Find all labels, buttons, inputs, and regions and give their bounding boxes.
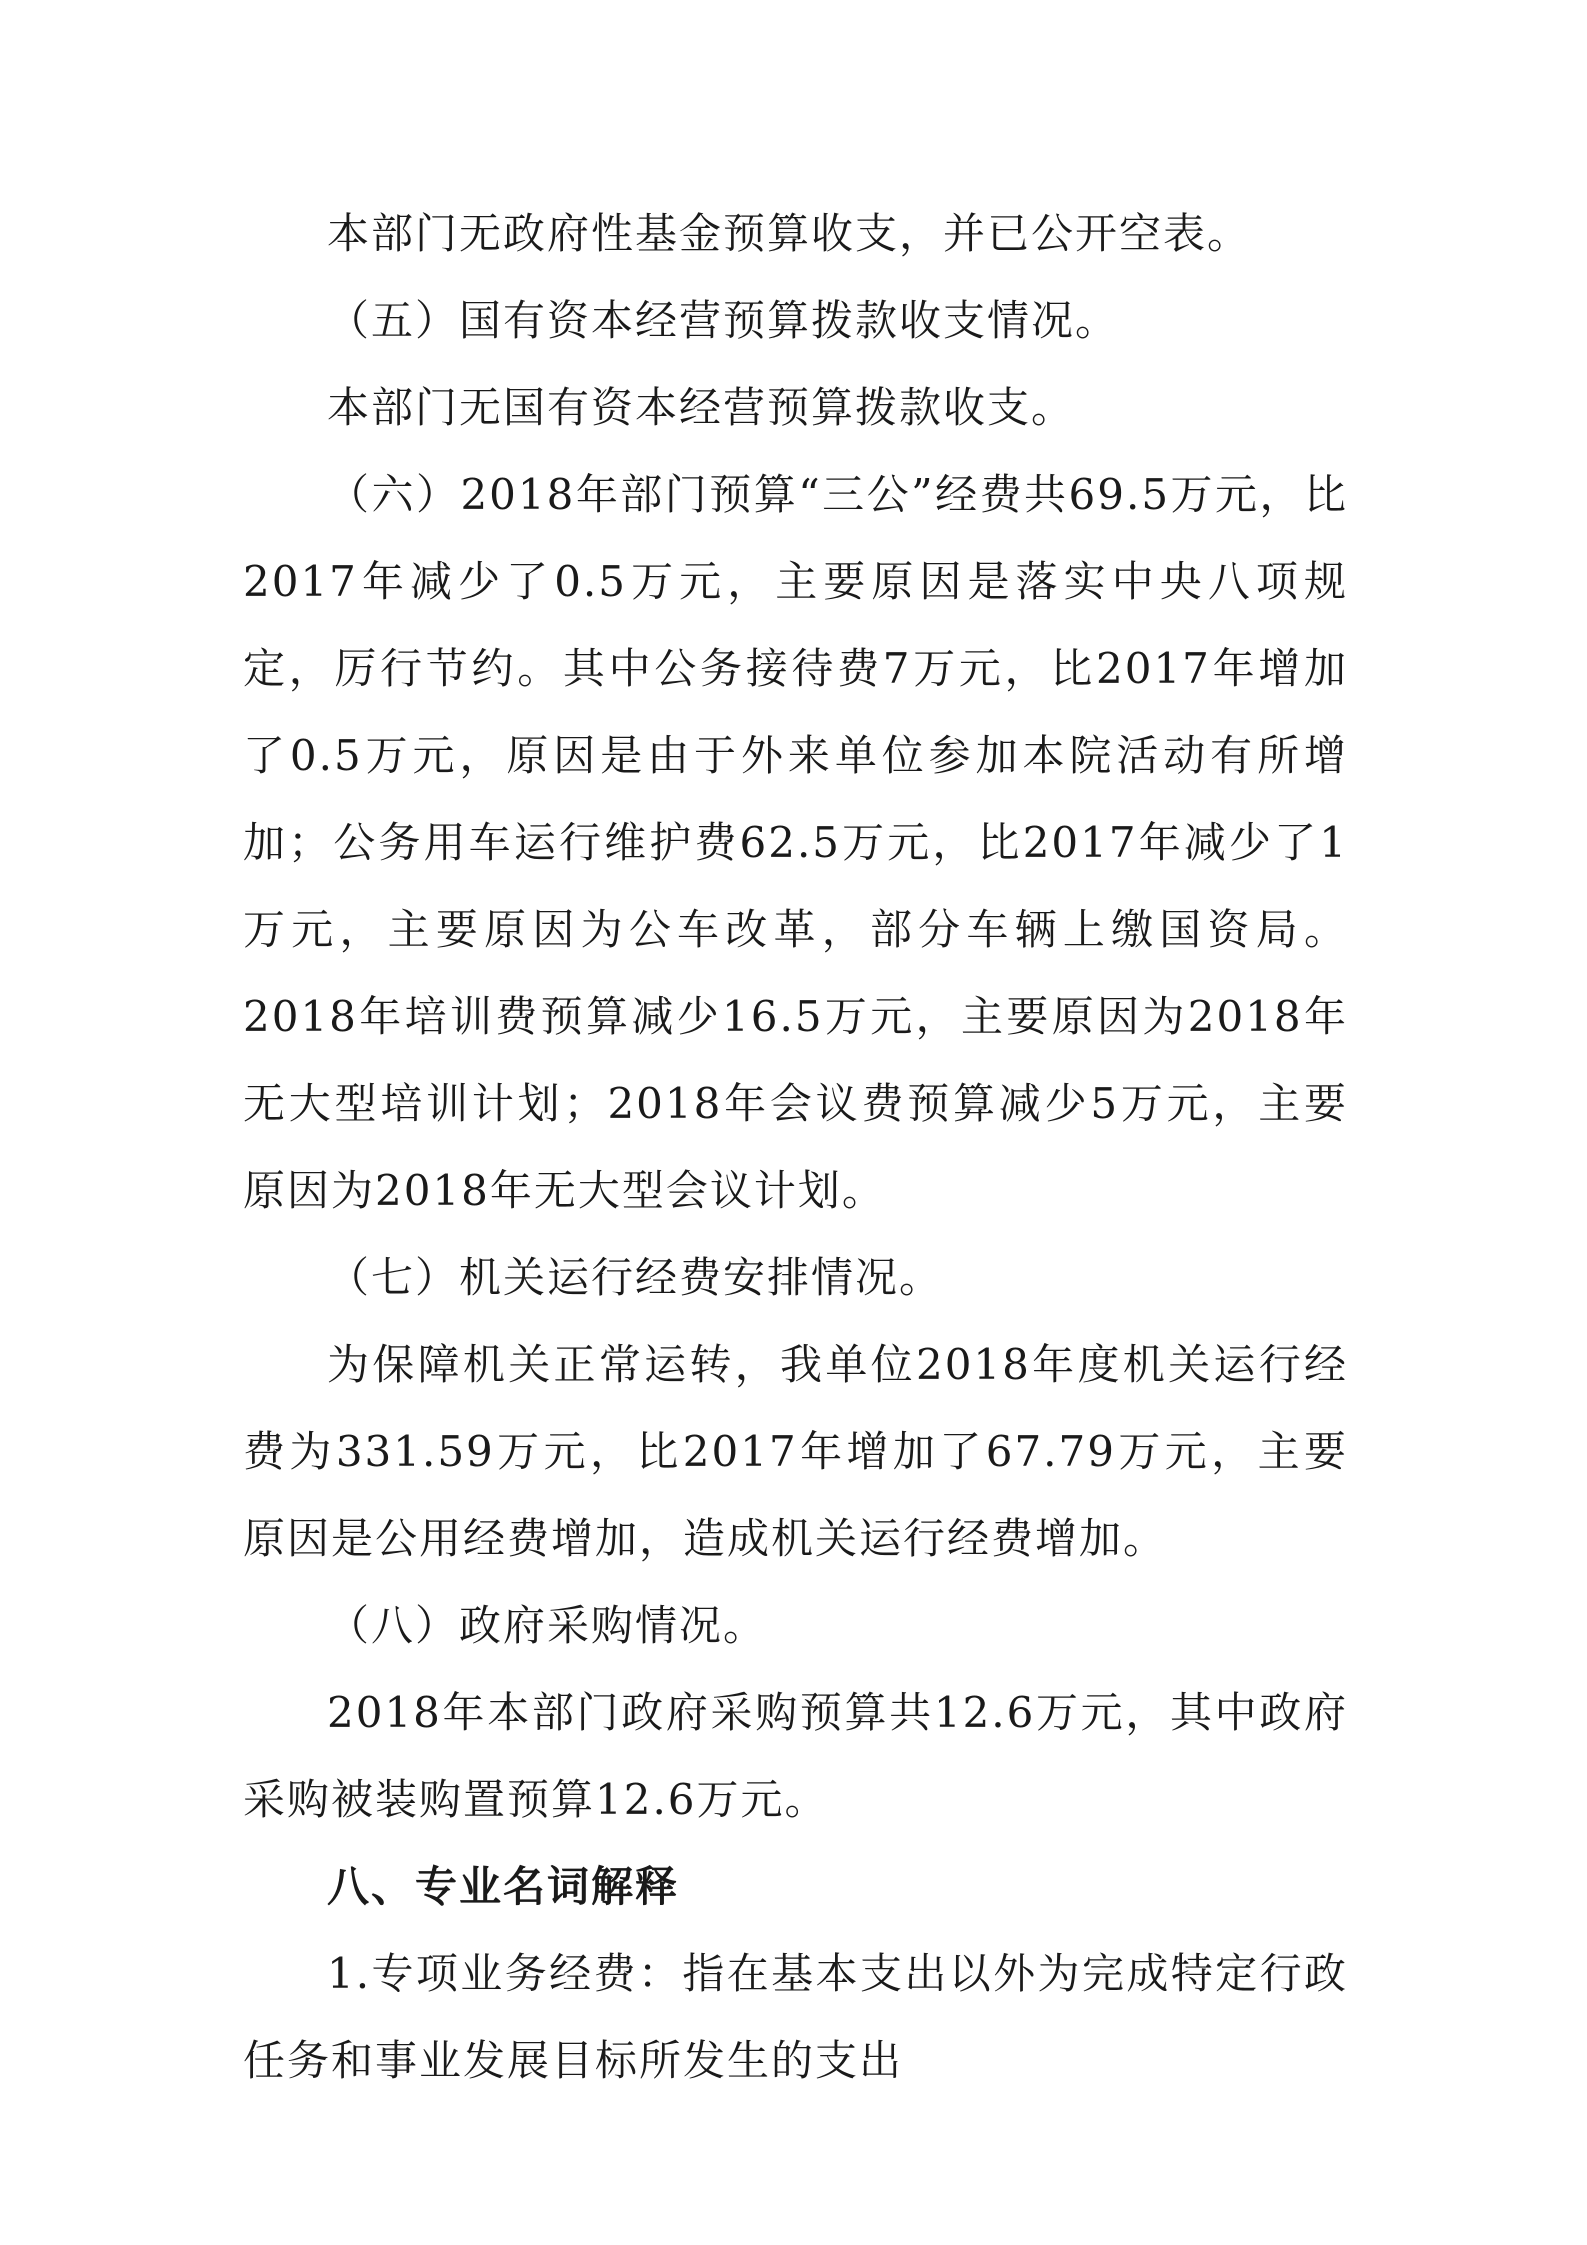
paragraph-procurement-title: （八）政府采购情况。	[327, 1601, 768, 1650]
document-page	[243, 190, 1348, 2104]
definition-item: 1.专项业务经费：指在基本支出以外为完成特定行政任务和事业发展目标所发生的支出	[243, 1949, 1348, 2085]
paragraph-state-capital: 本部门无国有资本经营预算拨款收支。	[327, 383, 1076, 432]
paragraph-state-capital-title: （五）国有资本经营预算拨款收支情况。	[327, 296, 1120, 345]
paragraph-three-public-expenses: （六）2018年部门预算“三公”经费共69.5万元，比2017年减少了0.5万元，主要原因是落实中央八项规定，厉行节约。其中公务接待费7万元，比2017年增加了0.5万元，原因是由于外来单位参加本院活动有所增加；公务用车运行维护费62.5万元，比2017年减少了1万元，主要原因为公车改革，部分车辆上缴国资局。2018年培训费预算减少16.5万元，主要原因为2018年无大型培训计划；2018年会议费预算减少5万元，主要原因为2018年无大型会议计划。	[243, 470, 1348, 1215]
paragraph-operating-costs-title: （七）机关运行经费安排情况。	[327, 1253, 944, 1302]
paragraph-procurement: 2018年本部门政府采购预算共12.6万元，其中政府采购被装购置预算12.6万元。	[243, 1688, 1348, 1824]
section-heading-glossary: 八、专业名词解释	[327, 1862, 680, 1911]
paragraph-operating-costs: 为保障机关正常运转，我单位2018年度机关运行经费为331.59万元，比2017年增加了67.79万元，主要原因是公用经费增加，造成机关运行经费增加。	[243, 1340, 1348, 1563]
paragraph-fund-budget: 本部门无政府性基金预算收支，并已公开空表。	[327, 209, 1252, 258]
